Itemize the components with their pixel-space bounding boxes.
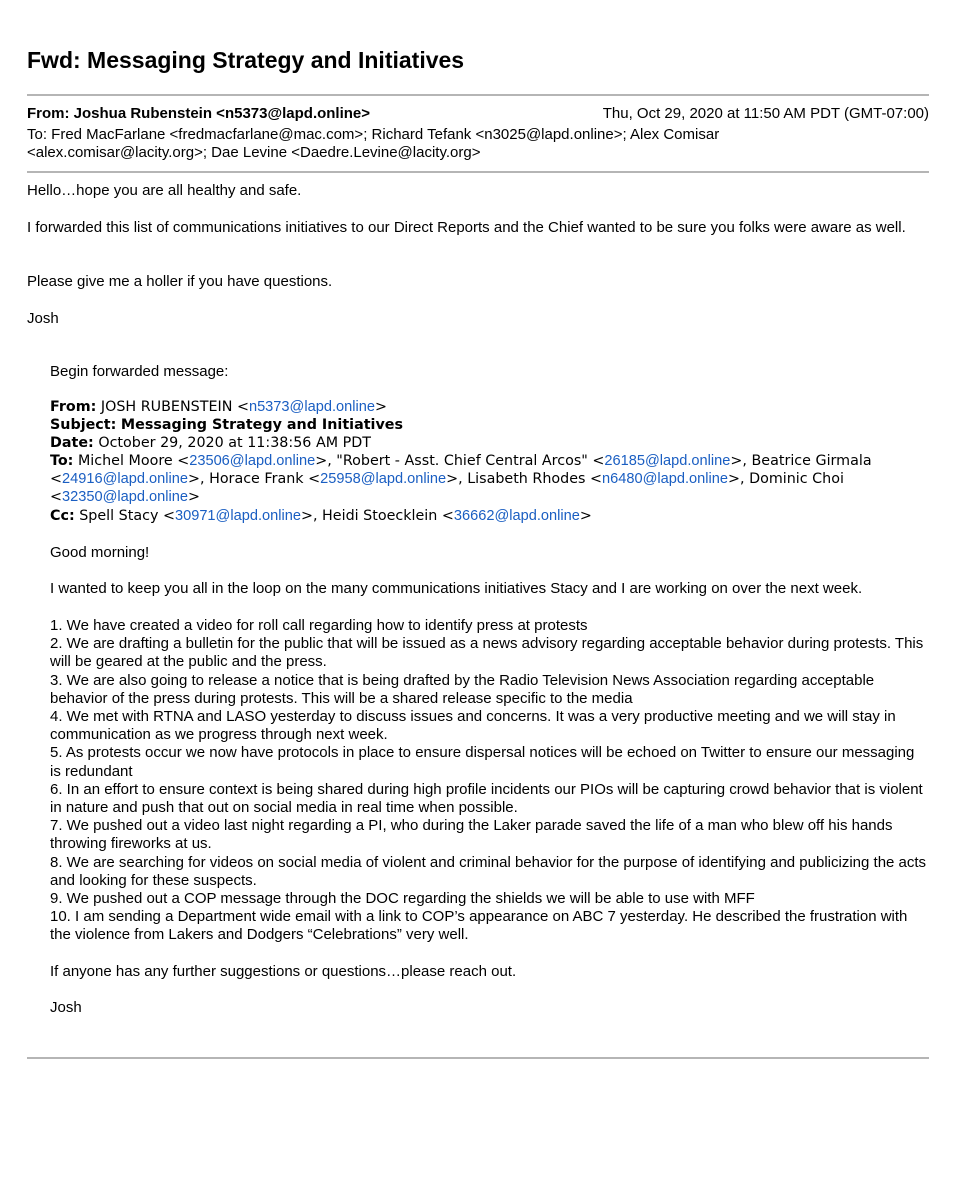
recipient-name: Beatrice Girmala (751, 453, 872, 469)
email-link[interactable]: 25958@lapd.online (320, 471, 447, 488)
forwarded-subject (50, 416, 929, 434)
recipient-name: Dominic Choi (749, 471, 844, 488)
list-item: 5. As protests occur we now have protocols in place to ensure dispersal notices will be echoed on Twitter to ensure our messaging is redundant (50, 744, 915, 780)
body-paragraph: I forwarded this list of communications initiatives to our Direct Reports and the Chief wanted to be sure you folks were aware as well. (27, 219, 906, 236)
recipient-name: Horace Frank (209, 471, 304, 488)
email-recipients: To: Fred MacFarlane <fredmacfarlane@mac.com>; Richard Tefank <n3025@lapd.online>; Alex Comisar <alex.comisar@lacity.org>; Dae Levine <Daedre.Levine@lacity.org> (27, 126, 720, 161)
forwarded-from-name: JOSH RUBENSTEIN (100, 399, 233, 415)
forwarded-greeting: Good morning! (50, 544, 150, 561)
email-link[interactable]: 30971@lapd.online (174, 508, 301, 524)
email-link[interactable]: n5373@lapd.online (248, 399, 375, 415)
email-subject-title: Fwd: Messaging Strategy and Initiatives (27, 47, 465, 73)
email-from: From: Joshua Rubenstein <n5373@lapd.online> (27, 105, 371, 122)
email-link[interactable]: 24916@lapd.online (61, 471, 188, 488)
email-link[interactable]: 32350@lapd.online (61, 489, 188, 506)
cc-name: Spell Stacy (79, 508, 159, 524)
forwarded-date (50, 434, 929, 452)
list-item: 9. We pushed out a COP message through the DOC regarding the shields we will be able to use with MFF (50, 890, 755, 908)
list-item: 6. In an effort to ensure context is being shared during high profile incidents our PIOs will be capturing crowd behavior that is violent in nature and push that out on social media in real time when possible. (50, 780, 923, 817)
email-link[interactable]: 36662@lapd.online (453, 508, 580, 524)
list-item: 7. We pushed out a video last night regarding a PI, who during the Laker parade saved the life of a man who blew off his hands throwing fireworks at us. (50, 817, 893, 853)
cc-label: Cc: (50, 508, 75, 524)
forwarded-to: To: Michel Moore <23506@lapd.online>, "Robert - Asst. Chief Central Arcos" <26185@lapd.online>, Beatrice Girmala <24916@lapd.online>, Horace Frank <25958@lapd.online>, Lisabeth Rhodes <n6480@lapd.online>, Dominic Choi <32350@lapd.online> (50, 453, 872, 506)
header-divider-bottom (27, 171, 929, 173)
forwarded-signature: Josh (50, 999, 82, 1016)
forwarded-date-text: October 29, 2020 at 11:38:56 AM PDT (98, 435, 371, 451)
recipient-name: "Robert - Asst. Chief Central Arcos" (336, 453, 588, 469)
forwarded-intro-line: I wanted to keep you all in the loop on the many communications initiatives Stacy and I are working on over the next week. (50, 580, 863, 597)
body-paragraph: Please give me a holler if you have questions. (27, 273, 333, 290)
email-link[interactable]: 23506@lapd.online (189, 453, 316, 469)
footer-divider (27, 1057, 929, 1059)
email-link[interactable]: n6480@lapd.online (602, 471, 729, 488)
body-greeting: Hello…hope you are all healthy and safe. (27, 182, 302, 199)
email-date: Thu, Oct 29, 2020 at 11:50 AM PDT (GMT-07:00) (602, 105, 929, 122)
forwarded-subject-text: Messaging Strategy and Initiatives (120, 417, 403, 433)
list-item: 1. We have created a video for roll call regarding how to identify press at protests (50, 617, 588, 634)
list-item: 8. We are searching for videos on social media of violent and criminal behavior for the purpose of identifying and publicizing the acts and looking for these suspects. (50, 853, 927, 889)
forwarded-intro: Begin forwarded message: (50, 363, 229, 380)
forwarded-from: From: JOSH RUBENSTEIN <n5373@lapd.online> (50, 399, 387, 415)
to-label: To: (50, 453, 74, 469)
list-item: 3. We are also going to release a notice that is being drafted by the Radio Television News Association regarding acceptable behavior of the press during protests. This will be a shared release specific to the media (50, 671, 875, 707)
initiatives-list (50, 617, 929, 945)
recipient-name: Michel Moore (77, 453, 173, 469)
from-label: From: (50, 399, 97, 415)
recipient-name: Lisabeth Rhodes (467, 471, 586, 488)
forwarded-cc: Cc: Spell Stacy <30971@lapd.online>, Heidi Stoecklein <36662@lapd.online> (50, 508, 592, 524)
list-item: 10. I am sending a Department wide email with a link to COP’s appearance on ABC 7 yesterday. He described the frustration with the violence from Lakers and Dodgers “Celebrations” very well. (50, 908, 908, 944)
header-divider-top (27, 94, 929, 96)
list-item: 4. We met with RTNA and LASO yesterday to discuss issues and concerns. It was a very productive meeting and we will stay in communication as we progress through next week. (50, 708, 896, 744)
subject-label: Subject: (50, 417, 117, 433)
forwarded-closing: If anyone has any further suggestions or questions…please reach out. (50, 963, 517, 980)
date-label: Date: (50, 435, 94, 451)
cc-name: Heidi Stoecklein (322, 508, 438, 524)
email-link[interactable]: 26185@lapd.online (604, 453, 731, 469)
body-signature: Josh (27, 310, 59, 327)
list-item: 2. We are drafting a bulletin for the public that will be issued as a news advisory regarding acceptable behavior during protests. This will be geared at the public and the press. (50, 635, 924, 671)
